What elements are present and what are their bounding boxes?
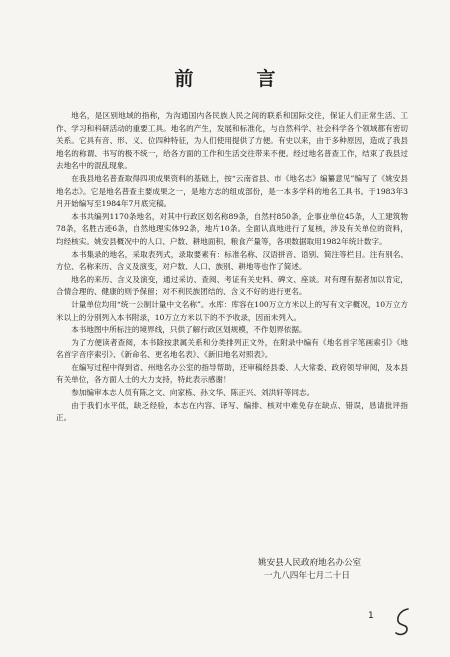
signature-date: 一九八四年七月二十日 xyxy=(264,571,350,581)
signature-block xyxy=(258,557,418,583)
preface-body xyxy=(56,110,408,425)
paragraph: 在编写过程中得到省、州地名办公室的指导帮助，还审稿经县委、人大常委、政府领导审阅，及本县有关单位，各方面人士的大力支持，特此表示感谢！ xyxy=(56,362,408,385)
paragraph: 为了方便读者查阅，本书除按隶属关系和分类排列正文外，在附录中编有《地名首字笔画索引》《地名首字音序索引》、《新命名、更名地名表》、《新旧地名对照表》。 xyxy=(56,337,408,360)
paragraph: 由于我们水平低，缺乏经验，本志在内容、译写、编排、核对中难免存在缺点、错误，恳请批评指正。 xyxy=(56,400,408,423)
page-title: 前 言 xyxy=(174,68,298,90)
paragraph: 本书集录的地名，采取表列式，录取要素有：标准名称、汉语拼音、语别、简注等栏目。注有别名、方位、名称来历、含义及演变，对户数、人口、族别、耕地等也作了简述。 xyxy=(56,249,408,272)
paragraph: 计量单位均用“统一公制计量中文名称”。水库：库容在100万立方米以上的写有文字概况，10万立方米以上的分别列入本书附录，10万立方米以下的不予收录，因而未列入。 xyxy=(56,299,408,322)
page-number: 1 xyxy=(368,611,374,621)
paragraph: 参加编审本志人员有陈之文、向家栋、孙文华、陈正兴、刘洪轩等同志。 xyxy=(71,388,315,398)
paragraph: 本书地图中所标注的境界线，只供了解行政区划规模，不作划界依据。 xyxy=(71,325,307,335)
signature-org: 姚安县人民政府地名办公室 xyxy=(258,558,362,568)
handwritten-mark-icon xyxy=(392,606,414,638)
paragraph: 地名的来历、含义及演变，通过采访、查阅、考证有关史料、碑文、座谈。对有理有据者加以肯定，合情合理的、健康的则予保留；对不利民族团结的、含义不好的进行更名。 xyxy=(56,274,408,297)
paragraph: 本书共编列1170条地名，对其中行政区划名称89条，自然村850条，企事业单位45条，人工建筑物78条，名胜古迹6条，自然地理实体92条，地片10条。全面认真地进行了复核，涉及有关单位的资料，均经核实。姚安县概况中的人口、户数、耕地面积、粮食产量等，各项数据取用1982年统计数字。 xyxy=(56,211,408,246)
paragraph: 地名，是区别地域的指称，为沟通国内各民族人民之间的联系和国际交往，保证人们正常生活、工作、学习和科研活动的重要工具。地名的产生，发展和标准化，与自然科学、社会科学各个领域都有密切关系。它具有音、形、义、位四种特征，为人们使用提供了方便。有史以来，由于多种原因，造成了我县地名的称谓、书写的极不统一，给各方面的工作和生活交往带来不便。经过地名普查工作，结束了我县过去地名中的混乱现象。 xyxy=(56,111,408,171)
paragraph: 在我县地名普查取得四项成果资料的基础上，按“云南省县、市《地名志》编纂意见”编写了《姚安县地名志》。它是地名普查主要成果之一，是地方志的组成部份，是一本多学科的地名工具书。于1983年3月开始编写至1984年7月底完稿。 xyxy=(56,173,408,209)
